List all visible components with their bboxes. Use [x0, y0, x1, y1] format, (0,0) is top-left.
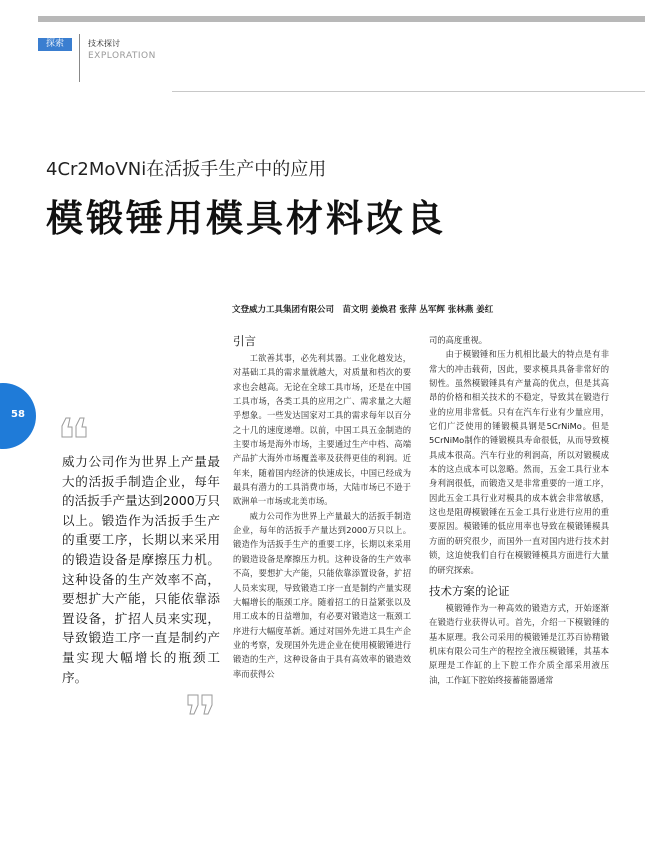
section-tag-underline — [38, 49, 72, 51]
intro-heading: 引言 — [233, 334, 256, 348]
body-paragraph: 模锻锤作为一种高效的锻造方式，开始逐渐在锻造行业获得认可。首先，介绍一下模锻锤的基本原理。我公司采用的模锻锤是江苏百协精锻机床有限公司生产的程控全液压模锻锤，其基本原理是工作缸的上下腔工作介质全部采用液压油，工作缸下腔始终接蓄能器通常 — [429, 602, 609, 685]
body-paragraph: 工欲善其事，必先利其器。工业化越发达，对基础工具的需求量就越大，对质量和档次的要求也会越高。无论在全球工具市场，还是在中国工具市场，各类工具的应用之广、需求量之大超乎想象。一些发达国家对工具的需求每年以百分之十几的速度递增。以前，中国工具五金制造的主要市场是海外市场，主要通过生产中档、高端产品扩大海外市场覆盖率及获得更佳的利润。近年来，随着国内经济的快速成长，中国已经成为最具有潜力的工具消费市场，大陆市场已不逊于欧洲单一市场或北美市场。 — [233, 353, 411, 507]
top-rule — [38, 16, 645, 22]
tech-heading: 技术方案的论证 — [429, 583, 510, 598]
article-title: 模锻锤用模具材料改良 — [46, 197, 446, 240]
body-paragraph-continued: 司的高度重视。 — [429, 335, 488, 345]
header-rule — [172, 91, 645, 92]
quote-close-icon — [186, 694, 218, 716]
section-title-cn: 技术探讨 — [88, 39, 120, 48]
article-subtitle: 4Cr2MoVNi在活扳手生产中的应用 — [46, 159, 327, 180]
page-number: 58 — [11, 409, 25, 420]
article-authors: 文登威力工具集团有限公司 苗文明 姜焕君 张萍 丛军辉 张林燕 姜红 — [232, 305, 494, 315]
body-column-right — [429, 333, 609, 687]
body-column-left — [233, 333, 411, 681]
section-title-en: EXPLORATION — [88, 51, 156, 61]
header-divider — [79, 34, 80, 82]
pull-quote: 威力公司作为世界上产量最大的活扳手制造企业，每年的活扳手产量达到2000万只以上。锻造作为活扳手生产的重要工序，长期以来采用的锻造设备是摩擦压力机。这种设备的生产效率不高，要想扩大产能，只能依靠添置设备，扩招人员来实现，导致锻造工序一直是制约产量实现大幅增长的瓶颈工序。 — [62, 454, 220, 685]
body-paragraph: 由于模锻锤和压力机相比最大的特点是有非常大的冲击载荷，因此，要求模具具备非常好的韧性。虽然模锻锤具有产量高的优点，但是其高昂的价格和相关技术的不稳定，导致其在锻造行业的应用非常低。只有在汽车行业有少量应用，它们广泛使用的锤锻模具钢是5CrNiMo。但是5CrNiMo制作的锤锻模具寿命很低，从而导致模具成本很高。汽车行业的利润高，所以对锻模成本的这点成本可以忽略。然而，五金工具行业本身利润很低，而锻造又是非常重要的一道工序，因此五金工具行业对模具的成本就会非常敏感，这也是阻碍模锻锤在五金工具行业进行应用的重要原因。模锻锤的低应用率也导致在模锻锤模具方面的研究很少，而国外一直对国内进行技术封锁，这迫使我们自行在模锻锤模具方面进行大量的研究探索。 — [429, 349, 609, 575]
body-paragraph: 威力公司作为世界上产量最大的活扳手制造企业，每年的活扳手产量达到2000万只以上。锻造作为活扳手生产的重要工序，长期以来采用的锻造设备是摩擦压力机。这种设备的生产效率不高，要想扩大产能，只能依靠添置设备，扩招人员来实现，导致锻造工序一直是制约产量实现大幅增长的瓶颈工序。随着招工的日益紧张以及用工成本的日益增加，有必要对锻造这一瓶颈工序进行大幅度革新。通过对国外先进工具生产企业的考察，发现国外先进企业在使用模锻锤进行锻造的生产，这种设备由于具有高效率的锻造效率而获得公 — [233, 510, 411, 679]
quote-open-icon — [60, 416, 92, 438]
section-tag: 探索 — [38, 38, 72, 50]
